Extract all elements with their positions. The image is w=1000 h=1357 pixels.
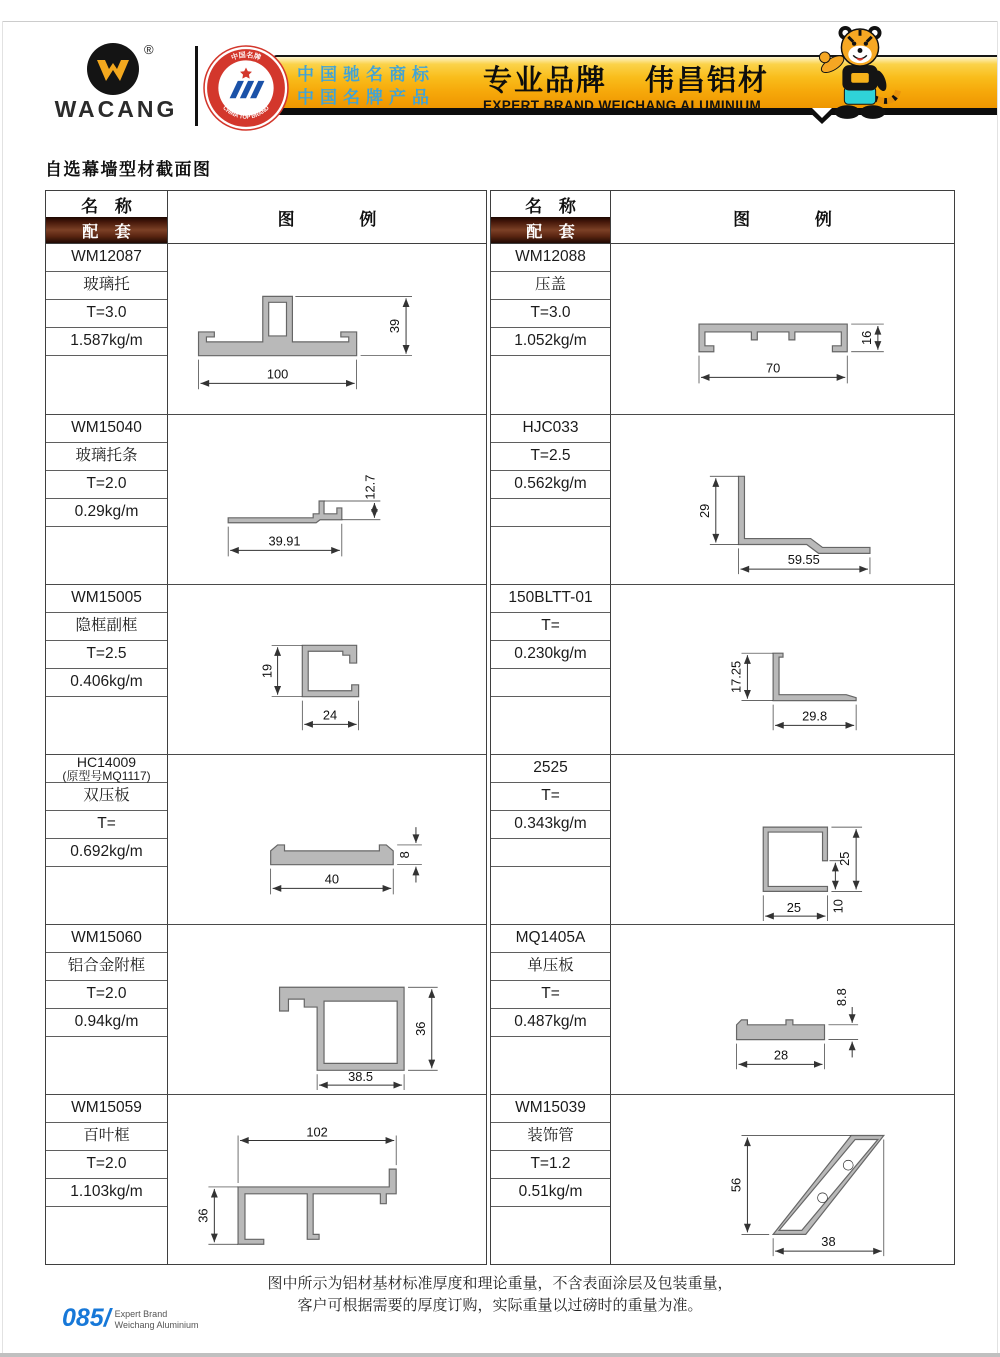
product-thickness: T=3.0 bbox=[46, 300, 167, 328]
profile-diagram bbox=[624, 1096, 942, 1264]
profile-diagram bbox=[624, 756, 942, 924]
product-name: 百叶框 bbox=[46, 1123, 167, 1151]
product-code: HJC033 bbox=[491, 415, 610, 443]
product-name: 单压板 bbox=[491, 953, 610, 981]
product-thickness: T=2.0 bbox=[46, 981, 167, 1009]
dim-label: 40 bbox=[324, 870, 340, 886]
product-thickness: T= bbox=[491, 613, 610, 641]
page-edge-left bbox=[2, 21, 3, 1357]
banner-title bbox=[483, 58, 769, 113]
page-edge-bottom bbox=[0, 1353, 1000, 1357]
china-top-brand-badge-icon bbox=[203, 45, 289, 131]
header-divider bbox=[195, 46, 198, 126]
product-weight: 0.562kg/m bbox=[491, 471, 610, 499]
product-code: WM12087 bbox=[46, 244, 167, 272]
badge-ring-top-text: 中国名牌 bbox=[230, 51, 262, 63]
product-thickness: T=3.0 bbox=[491, 300, 610, 328]
col-header-match: 配 套 bbox=[491, 217, 610, 243]
product-code: 2525 bbox=[491, 755, 610, 783]
dim-label: 25 bbox=[836, 851, 852, 866]
product-name: 双压板 bbox=[46, 783, 167, 811]
dim-label: 36 bbox=[195, 1207, 211, 1223]
dim-label: 59.55 bbox=[787, 551, 820, 567]
product-weight: 0.487kg/m bbox=[491, 1009, 610, 1037]
product-thickness: T=2.0 bbox=[46, 471, 167, 499]
dim-label: 25 bbox=[786, 899, 801, 915]
dim-label: 29.8 bbox=[801, 707, 827, 723]
product-name: 隐框副框 bbox=[46, 613, 167, 641]
diagram-cell bbox=[168, 755, 486, 924]
dim-label: 39.91 bbox=[268, 532, 301, 548]
profile-diagram bbox=[624, 416, 942, 584]
diagram-cell bbox=[168, 925, 486, 1094]
table-header bbox=[491, 191, 954, 244]
product-block-wm15005 bbox=[46, 584, 486, 754]
dim-label: 100 bbox=[266, 366, 289, 382]
profile-diagram bbox=[168, 756, 486, 924]
banner-title-cn-left: 专业品牌 bbox=[483, 65, 608, 97]
dim-label: 29 bbox=[696, 503, 712, 518]
dim-label: 16 bbox=[858, 330, 874, 346]
product-block-hc14009 bbox=[46, 754, 486, 924]
product-block-2525 bbox=[491, 754, 954, 924]
product-block-wm15059 bbox=[46, 1094, 486, 1264]
dim-label: 12.7 bbox=[362, 474, 378, 500]
page-number-block bbox=[62, 1306, 199, 1332]
col-header-legend: 图 例 bbox=[277, 209, 377, 229]
footer-note-line2: 客户可根据需要的厚度订购，实际重量以过磅时的重量为准。 bbox=[297, 1297, 703, 1314]
product-block-wm12088 bbox=[491, 244, 954, 414]
product-thickness: T= bbox=[491, 783, 610, 811]
product-thickness: T=2.5 bbox=[46, 641, 167, 669]
product-code: WM12088 bbox=[491, 244, 610, 272]
product-weight: 0.692kg/m bbox=[46, 839, 167, 867]
dim-label: 38.5 bbox=[348, 1068, 374, 1084]
profile-diagram bbox=[624, 926, 942, 1094]
award-line2: 中国名牌产品 bbox=[297, 88, 435, 107]
page-edge-right bbox=[997, 21, 998, 1357]
product-block-wm12087 bbox=[46, 244, 486, 414]
empty-row bbox=[491, 669, 610, 697]
award-text bbox=[297, 63, 435, 109]
dim-label: 39 bbox=[387, 318, 403, 334]
product-thickness: T= bbox=[491, 981, 610, 1009]
diagram-cell bbox=[168, 244, 486, 414]
profile-diagram bbox=[168, 416, 486, 584]
dim-label: 10 bbox=[829, 898, 845, 913]
product-block-wm15060 bbox=[46, 924, 486, 1094]
diagram-cell bbox=[611, 585, 954, 754]
product-code: WM15039 bbox=[491, 1095, 610, 1123]
dim-label: 8 bbox=[397, 850, 413, 858]
product-weight: 0.343kg/m bbox=[491, 811, 610, 839]
product-weight: 1.052kg/m bbox=[491, 328, 610, 356]
profile-table-left bbox=[45, 190, 487, 1265]
product-block-wm15039 bbox=[491, 1094, 954, 1264]
product-weight: 1.103kg/m bbox=[46, 1179, 167, 1207]
banner-title-en: EXPERT BRAND WEICHANG ALUMINIUM bbox=[483, 98, 762, 113]
dim-label: 24 bbox=[322, 706, 338, 722]
page-number: 085/ bbox=[62, 1304, 111, 1332]
dim-label: 28 bbox=[773, 1046, 788, 1062]
diagram-cell bbox=[168, 415, 486, 584]
product-name: 压盖 bbox=[491, 272, 610, 300]
dim-label: 8.8 bbox=[833, 987, 849, 1006]
product-code: WM15040 bbox=[46, 415, 167, 443]
dim-label: 17.25 bbox=[728, 660, 744, 693]
empty-row bbox=[491, 839, 610, 867]
profile-diagram bbox=[624, 586, 942, 754]
product-thickness: T= bbox=[46, 811, 167, 839]
profile-diagram bbox=[168, 926, 486, 1094]
col-header-match: 配 套 bbox=[46, 217, 167, 243]
dim-label: 38 bbox=[820, 1233, 836, 1249]
product-block-wm15040 bbox=[46, 414, 486, 584]
diagram-cell bbox=[611, 925, 954, 1094]
brand-name: WACANG bbox=[54, 96, 178, 122]
footer-note-line1: 图中所示为铝材基材标准厚度和理论重量，不含表面涂层及包装重量， bbox=[267, 1275, 733, 1292]
empty-row bbox=[491, 499, 610, 527]
dim-label: 36 bbox=[412, 1021, 428, 1036]
profile-diagram bbox=[624, 245, 942, 413]
product-code: 150BLTT-01 bbox=[491, 585, 610, 613]
product-weight: 0.29kg/m bbox=[46, 499, 167, 527]
product-name: 装饰管 bbox=[491, 1123, 610, 1151]
registered-mark: ® bbox=[144, 42, 154, 57]
product-weight: 0.94kg/m bbox=[46, 1009, 167, 1037]
award-line1: 中国驰名商标 bbox=[297, 65, 435, 84]
product-code: HC14009 (原型号MQ1117) bbox=[46, 755, 167, 783]
wacang-logo-icon bbox=[42, 38, 198, 100]
profile-diagram bbox=[168, 1096, 486, 1264]
diagram-cell bbox=[168, 1095, 486, 1264]
page-footer-brand: Expert Brand Weichang Aluminium bbox=[114, 1309, 199, 1331]
dim-label: 56 bbox=[728, 1177, 744, 1192]
profile-table-right bbox=[490, 190, 955, 1265]
product-weight: 0.51kg/m bbox=[491, 1179, 610, 1207]
product-name: 玻璃托 bbox=[46, 272, 167, 300]
product-weight: 0.230kg/m bbox=[491, 641, 610, 669]
diagram-cell bbox=[611, 1095, 954, 1264]
diagram-cell bbox=[168, 585, 486, 754]
product-code: WM15005 bbox=[46, 585, 167, 613]
diagram-cell bbox=[611, 244, 954, 414]
product-thickness: T=2.0 bbox=[46, 1151, 167, 1179]
diagram-cell bbox=[611, 415, 954, 584]
banner-title-cn-right: 伟昌铝材 bbox=[645, 65, 770, 97]
product-weight: 1.587kg/m bbox=[46, 328, 167, 356]
dim-label: 19 bbox=[259, 663, 275, 678]
col-header-name: 名 称 bbox=[81, 196, 132, 216]
tiger-mascot-icon bbox=[816, 22, 904, 120]
product-code: WM15059 bbox=[46, 1095, 167, 1123]
dim-label: 70 bbox=[765, 360, 780, 376]
product-code: WM15060 bbox=[46, 925, 167, 953]
product-block-hjc033 bbox=[491, 414, 954, 584]
product-thickness: T=1.2 bbox=[491, 1151, 610, 1179]
col-header-legend: 图 例 bbox=[733, 209, 832, 229]
page-title: 自选幕墙型材截面图 bbox=[45, 160, 212, 179]
product-thickness: T=2.5 bbox=[491, 443, 610, 471]
badge-ring-bottom-text: CHINA TOP BRAND bbox=[221, 105, 271, 121]
profile-diagram bbox=[168, 586, 486, 754]
table-header bbox=[46, 191, 486, 244]
product-name: 铝合金附框 bbox=[46, 953, 167, 981]
product-block-150bltt01 bbox=[491, 584, 954, 754]
product-block-mq1405a bbox=[491, 924, 954, 1094]
profile-diagram bbox=[168, 245, 486, 413]
dim-label: 102 bbox=[306, 1124, 328, 1140]
diagram-cell bbox=[611, 755, 954, 924]
product-name: 玻璃托条 bbox=[46, 443, 167, 471]
col-header-name: 名 称 bbox=[525, 196, 576, 216]
product-code: MQ1405A bbox=[491, 925, 610, 953]
product-weight: 0.406kg/m bbox=[46, 669, 167, 697]
